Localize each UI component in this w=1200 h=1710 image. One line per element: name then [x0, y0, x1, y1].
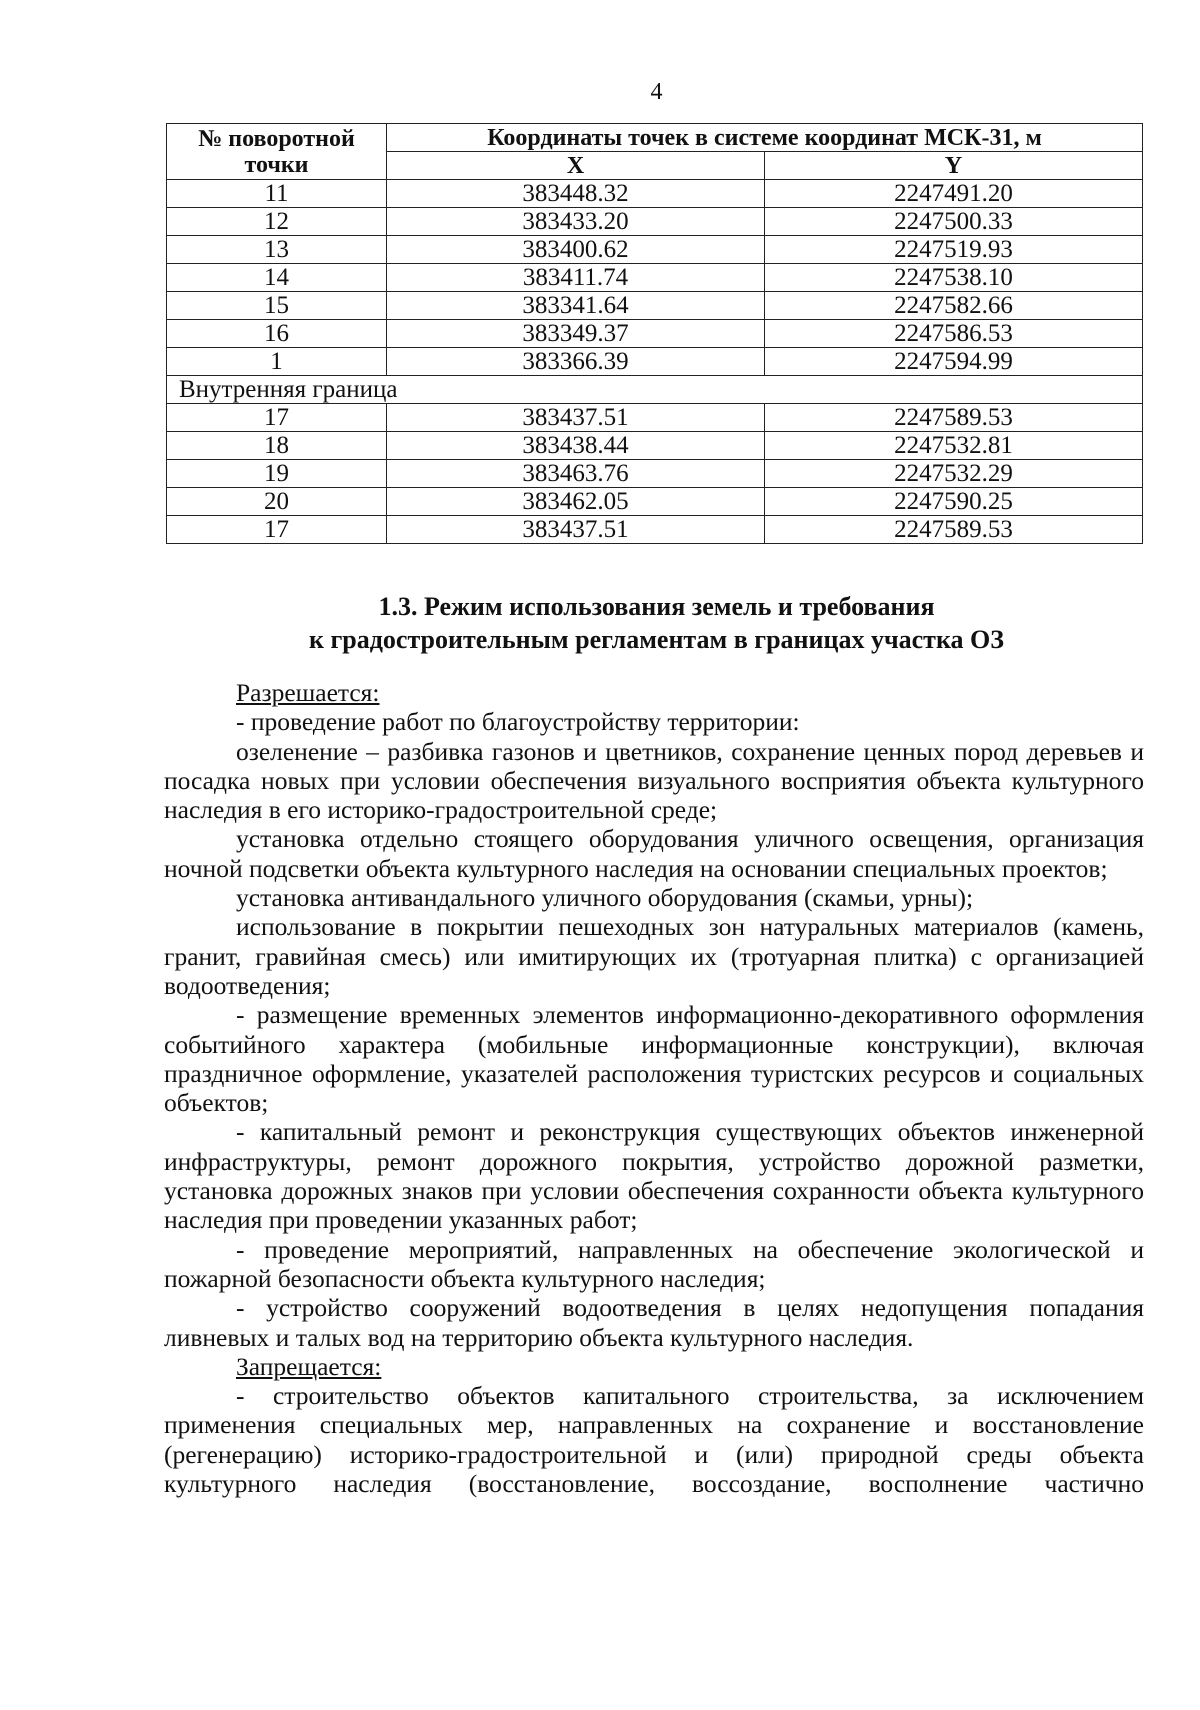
table-row — [167, 264, 1143, 292]
point-number: 11 — [167, 180, 387, 208]
point-number: 14 — [167, 264, 387, 292]
x-value: 383433.20 — [387, 208, 765, 236]
inner-boundary-label: Внутренняя граница — [167, 376, 1143, 404]
y-value: 2247500.33 — [765, 208, 1143, 236]
table-row — [167, 180, 1143, 208]
paragraph: - проведение работ по благоустройству территории: — [236, 707, 800, 737]
coordinates-table — [166, 123, 1143, 544]
y-value: 2247532.29 — [765, 460, 1143, 488]
table-row — [167, 404, 1143, 432]
x-value: 383341.64 — [387, 292, 765, 320]
x-value: 383463.76 — [387, 460, 765, 488]
x-value: 383400.62 — [387, 236, 765, 264]
y-value: 2247491.20 — [765, 180, 1143, 208]
paragraph: - устройство сооружений водоотведения в целях недопущения попадания ливневых и талых вод на территорию объекта культурного наследия. — [164, 1293, 1144, 1352]
paragraph: - размещение временных элементов информационно-декоративного оформления событийного характера (мобильные информационные конструкции), включая праздничное оформление, указателей расположения туристских ресурсов и социальных объектов; — [164, 1000, 1144, 1118]
table-row — [167, 236, 1143, 264]
paragraph: - проведение мероприятий, направленных на обеспечение экологической и пожарной безопасности объекта культурного наследия; — [164, 1234, 1144, 1293]
paragraph: озеленение – разбивка газонов и цветников, сохранение ценных пород деревьев и посадка новых при условии обеспечения визуального восприятия объекта культурного наследия в его историко-градостроительной среде; — [164, 736, 1144, 825]
section-row-inner-boundary — [167, 376, 1143, 404]
table-row — [167, 460, 1143, 488]
header-coordinates-title: Координаты точек в системе координат МСК-31, м — [387, 124, 1143, 152]
point-number: 20 — [167, 488, 387, 516]
header-y: Y — [765, 152, 1143, 180]
table-row — [167, 432, 1143, 460]
section-title — [0, 590, 1200, 656]
section-title-line-2: к градостроительным регламентам в границах участка ОЗ — [309, 625, 1004, 654]
x-value: 383437.51 — [387, 404, 765, 432]
x-value: 383438.44 — [387, 432, 765, 460]
point-number: 13 — [167, 236, 387, 264]
point-number: 15 — [167, 292, 387, 320]
x-value: 383349.37 — [387, 320, 765, 348]
page-number: 4 — [650, 79, 663, 105]
y-value: 2247594.99 — [765, 348, 1143, 376]
y-value: 2247532.81 — [765, 432, 1143, 460]
paragraph: использование в покрытии пешеходных зон натуральных материалов (камень, гранит, гравийная смесь) или имитирующих их (тротуарная плитка) с организацией водоотведения; — [164, 912, 1144, 1000]
paragraph: установка антивандального уличного оборудования (скамьи, урны); — [236, 883, 974, 913]
header-point-number: № поворотной точки — [167, 124, 387, 180]
paragraph: установка отдельно стоящего оборудования уличного освещения, организация ночной подсветки объекта культурного наследия на основании специальных проектов; — [164, 824, 1144, 883]
y-value: 2247586.53 — [765, 320, 1143, 348]
y-value: 2247589.53 — [765, 404, 1143, 432]
point-number: 1 — [167, 348, 387, 376]
table-row — [167, 516, 1143, 544]
paragraph: - строительство объектов капитального строительства, за исключением применения специальных мер, направленных на сохранение и восстановление (регенерацию) историко-градостроительной и (или) природной среды объекта культурного наследия (восстановление, воссоздание, восполнение частично — [164, 1381, 1144, 1499]
section-title-line-1: 1.3. Режим использования земель и требования — [378, 592, 935, 621]
body-text — [164, 678, 1144, 1498]
header-x: X — [387, 152, 765, 180]
y-value: 2247582.66 — [765, 292, 1143, 320]
prohibited-heading: Запрещается: — [236, 1351, 382, 1381]
x-value: 383411.74 — [387, 264, 765, 292]
point-number: 17 — [167, 404, 387, 432]
point-number: 18 — [167, 432, 387, 460]
x-value: 383366.39 — [387, 348, 765, 376]
point-number: 16 — [167, 320, 387, 348]
paragraph: - капитальный ремонт и реконструкция существующих объектов инженерной инфраструктуры, ремонт дорожного покрытия, устройство дорожной разметки, установка дорожных знаков при условии обеспечения сохранности объекта культурного наследия при проведении указанных работ; — [164, 1117, 1144, 1235]
y-value: 2247590.25 — [765, 488, 1143, 516]
point-number: 12 — [167, 208, 387, 236]
x-value: 383448.32 — [387, 180, 765, 208]
table-row — [167, 320, 1143, 348]
table-row — [167, 348, 1143, 376]
y-value: 2247538.10 — [765, 264, 1143, 292]
point-number: 17 — [167, 516, 387, 544]
x-value: 383462.05 — [387, 488, 765, 516]
table-row — [167, 292, 1143, 320]
y-value: 2247519.93 — [765, 236, 1143, 264]
y-value: 2247589.53 — [765, 516, 1143, 544]
table-row — [167, 488, 1143, 516]
point-number: 19 — [167, 460, 387, 488]
allowed-heading: Разрешается: — [236, 678, 380, 707]
x-value: 383437.51 — [387, 516, 765, 544]
table-row — [167, 208, 1143, 236]
